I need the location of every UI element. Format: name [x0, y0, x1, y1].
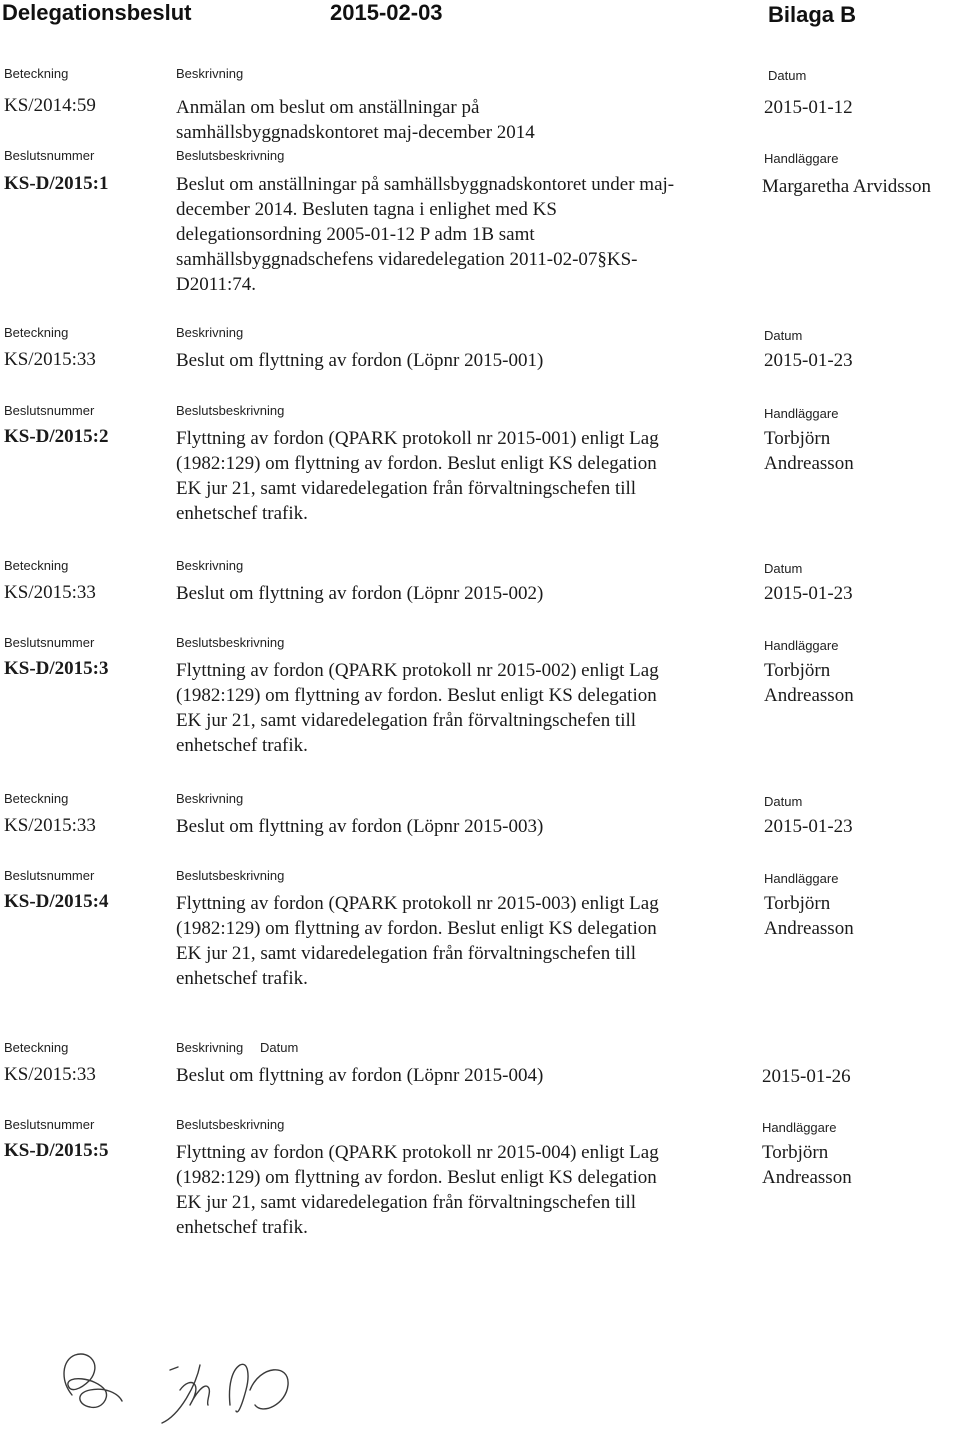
beskrivning-label: Beskrivning — [176, 325, 244, 340]
beslutsnummer-label: Beslutsnummer — [4, 1117, 95, 1132]
beteckning-value: KS/2015:33 — [4, 582, 96, 603]
beslutsbeskrivning-label: Beslutsbeskrivning — [176, 403, 285, 418]
beskrivning-label: Beskrivning — [176, 558, 244, 573]
datum-label: Datum — [764, 561, 803, 576]
document-title: Delegationsbeslut — [2, 0, 192, 25]
datum-label: Datum — [764, 328, 803, 343]
handlaggare-label: Handläggare — [764, 638, 839, 653]
beslutsnummer-label: Beslutsnummer — [4, 868, 95, 883]
beslutsnummer-label: Beslutsnummer — [4, 635, 95, 650]
handlaggare-label: Handläggare — [764, 406, 839, 421]
beskrivning-text: Beslut om flyttning av fordon (Löpnr 2015-004) — [176, 1065, 544, 1086]
handlaggare-value: Torbjörn Andreasson — [764, 893, 854, 939]
beteckning-label: Beteckning — [4, 1040, 69, 1055]
beteckning-label: Beteckning — [4, 791, 69, 806]
beteckning-label: Beteckning — [4, 325, 69, 340]
handlaggare-label: Handläggare — [762, 1120, 837, 1135]
beslutsbeskrivning-text: Flyttning av fordon (QPARK protokoll nr 2015-003) enligt Lag (1982:129) om flyttning av fordon. Beslut enligt KS delegation EK jur 21, samt vidaredelegation från förvaltningschefen till enhetschef trafik. — [176, 893, 659, 989]
beskrivning-label: Beskrivning — [176, 791, 244, 806]
beteckning-label: Beteckning — [4, 66, 69, 81]
beslutsbeskrivning-text: Flyttning av fordon (QPARK protokoll nr 2015-002) enligt Lag (1982:129) om flyttning av fordon. Beslut enligt KS delegation EK jur 21, samt vidaredelegation från förvaltningschefen till enhetschef trafik. — [176, 660, 659, 756]
datum-value: 2015-01-23 — [764, 350, 853, 371]
datum-value: 2015-01-12 — [764, 97, 853, 118]
beslutsbeskrivning-label: Beslutsbeskrivning — [176, 868, 285, 883]
beteckning-label: Beteckning — [4, 558, 69, 573]
beskrivning-text: Beslut om flyttning av fordon (Löpnr 2015-002) — [176, 583, 544, 604]
beslutsbeskrivning-label: Beslutsbeskrivning — [176, 148, 285, 163]
beskrivning-label: Beskrivning — [176, 1040, 244, 1055]
beslutsbeskrivning-label: Beslutsbeskrivning — [176, 1117, 285, 1132]
datum-value: 2015-01-23 — [764, 583, 853, 604]
handwritten-signature — [50, 1335, 330, 1425]
beslutsnummer-value: KS-D/2015:4 — [4, 891, 109, 912]
beslutsnummer-value: KS-D/2015:2 — [4, 426, 109, 447]
beslutsbeskrivning-text: Flyttning av fordon (QPARK protokoll nr 2015-001) enligt Lag (1982:129) om flyttning av fordon. Beslut enligt KS delegation EK jur 21, samt vidaredelegation från förvaltningschefen till enhetschef trafik. — [176, 428, 659, 524]
beteckning-value: KS/2015:33 — [4, 349, 96, 370]
handlaggare-value: Torbjörn Andreasson — [764, 428, 854, 474]
datum-label: Datum — [260, 1040, 299, 1055]
beslutsbeskrivning-label: Beslutsbeskrivning — [176, 635, 285, 650]
handlaggare-value: Torbjörn Andreasson — [762, 1142, 852, 1188]
handlaggare-value: Margaretha Arvidsson — [762, 176, 932, 197]
beslutsnummer-label: Beslutsnummer — [4, 403, 95, 418]
handlaggare-label: Handläggare — [764, 871, 839, 886]
beslutsbeskrivning-text: Beslut om anställningar på samhällsbyggnadskontoret under maj- december 2014. Besluten tagna i enlighet med KS delegationsordning 2005-01-12 P adm 1B samt samhällsbyggnadschefens vidaredelegation 2011-02-07§KS- D2011:74. — [176, 174, 675, 295]
beteckning-value: KS/2014:59 — [4, 95, 96, 116]
datum-label: Datum — [764, 794, 803, 809]
appendix-label: Bilaga B — [768, 2, 857, 27]
handlaggare-value: Torbjörn Andreasson — [764, 660, 854, 706]
beteckning-value: KS/2015:33 — [4, 1064, 96, 1085]
beslutsnummer-value: KS-D/2015:3 — [4, 658, 109, 679]
beslutsnummer-label: Beslutsnummer — [4, 148, 95, 163]
beslutsnummer-value: KS-D/2015:1 — [4, 173, 109, 194]
beslutsnummer-value: KS-D/2015:5 — [4, 1140, 109, 1161]
document-date: 2015-02-03 — [330, 0, 443, 25]
beteckning-value: KS/2015:33 — [4, 815, 96, 836]
beskrivning-text: Anmälan om beslut om anställningar på samhällsbyggnadskontoret maj-december 2014 — [176, 97, 535, 143]
beslutsbeskrivning-text: Flyttning av fordon (QPARK protokoll nr 2015-004) enligt Lag (1982:129) om flyttning av fordon. Beslut enligt KS delegation EK jur 21, samt vidaredelegation från förvaltningschefen till enhetschef trafik. — [176, 1142, 659, 1238]
datum-label: Datum — [768, 68, 807, 83]
datum-value: 2015-01-26 — [762, 1066, 851, 1087]
handlaggare-label: Handläggare — [764, 151, 839, 166]
beskrivning-label: Beskrivning — [176, 66, 244, 81]
datum-value: 2015-01-23 — [764, 816, 853, 837]
beskrivning-text: Beslut om flyttning av fordon (Löpnr 2015-003) — [176, 816, 544, 837]
beskrivning-text: Beslut om flyttning av fordon (Löpnr 2015-001) — [176, 350, 544, 371]
